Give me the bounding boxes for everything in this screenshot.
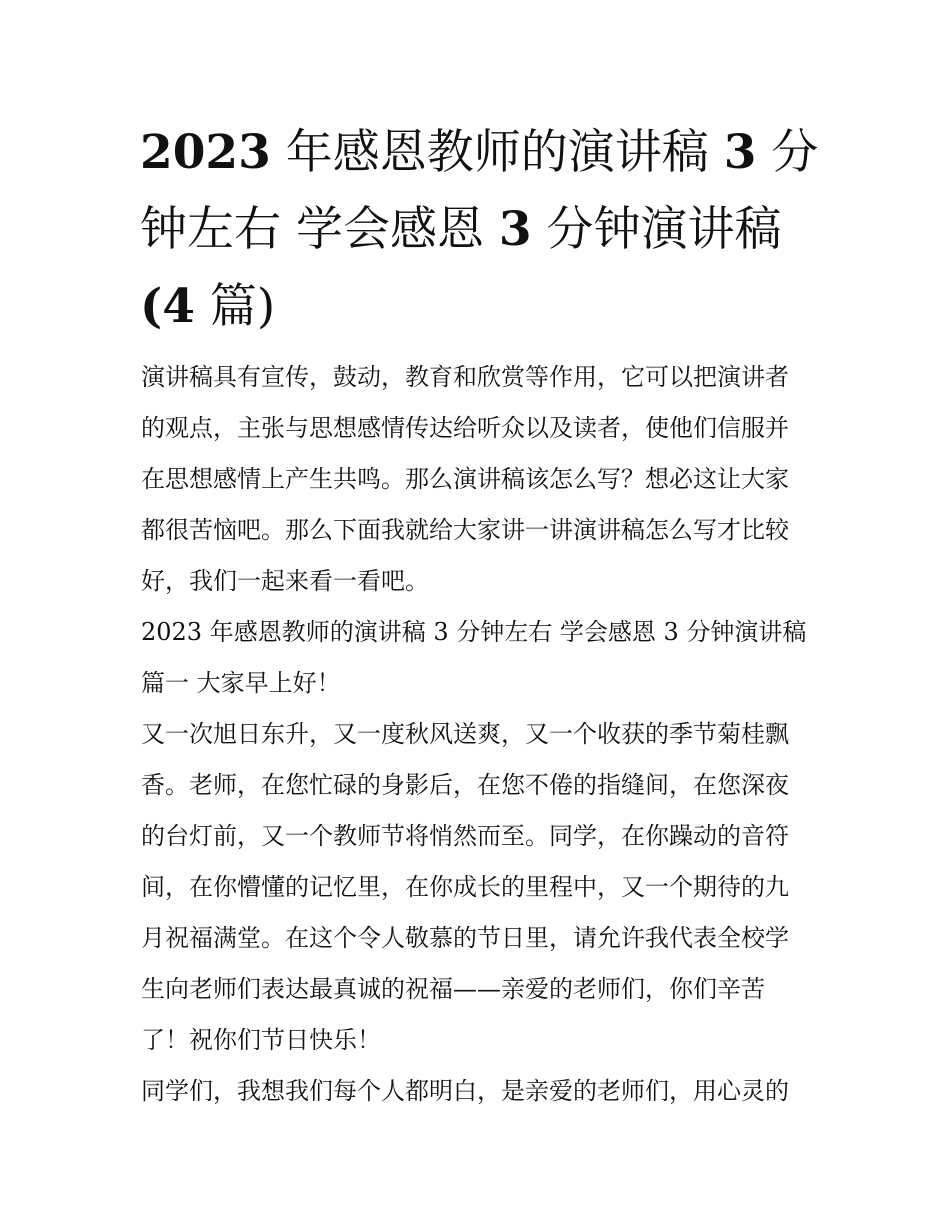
body-line: 篇一 大家早上好！ — [141, 669, 341, 697]
title-text: 篇) — [194, 279, 276, 334]
title-line-1 — [140, 114, 820, 191]
document-title — [140, 114, 820, 345]
title-line-3 — [140, 268, 820, 345]
body-line: 生向老师们表达最真诚的祝福——亲爱的老师们，你们辛苦 — [141, 975, 765, 1003]
title-text: 分钟演讲稿 — [531, 202, 782, 257]
body-line: 间，在你懵懂的记忆里，在你成长的里程中，又一个期待的九 — [141, 873, 789, 901]
document-body — [141, 352, 821, 1117]
body-line: 又一次旭日东升，又一度秋风送爽，又一个收获的季节菊桂飘 — [141, 720, 789, 748]
title-number: (4 — [140, 279, 195, 334]
body-line: 2023 年感恩教师的演讲稿 3 分钟左右 学会感恩 3 分钟演讲稿 — [141, 618, 807, 646]
body-line: 的观点，主张与思想感情传达给听众以及读者，使他们信服并 — [141, 414, 789, 442]
body-line: 在思想感情上产生共鸣。那么演讲稿该怎么写？想必这让大家 — [141, 465, 789, 493]
title-number: 3 — [723, 125, 757, 180]
title-text: 年感恩教师的演讲稿 — [270, 125, 724, 180]
title-number: 3 — [498, 202, 532, 257]
body-line: 都很苦恼吧。那么下面我就给大家讲一讲演讲稿怎么写才比较 — [141, 516, 789, 544]
body-line: 好，我们一起来看一看吧。 — [141, 567, 429, 595]
body-line: 的台灯前，又一个教师节将悄然而至。同学，在你躁动的音符 — [141, 822, 789, 850]
body-line: 同学们，我想我们每个人都明白，是亲爱的老师们，用心灵的 — [141, 1077, 789, 1105]
title-line-2 — [140, 191, 820, 268]
title-text: 分 — [756, 125, 819, 180]
body-line: 香。老师，在您忙碌的身影后，在您不倦的指缝间，在您深夜 — [141, 771, 789, 799]
title-text: 钟左右 学会感恩 — [140, 202, 499, 257]
body-line: 月祝福满堂。在这个令人敬慕的节日里，请允许我代表全校学 — [141, 924, 789, 952]
body-line: 了！祝你们节日快乐！ — [141, 1026, 381, 1054]
title-number: 2023 — [140, 125, 271, 180]
body-line: 演讲稿具有宣传，鼓动，教育和欣赏等作用，它可以把演讲者 — [141, 363, 789, 391]
